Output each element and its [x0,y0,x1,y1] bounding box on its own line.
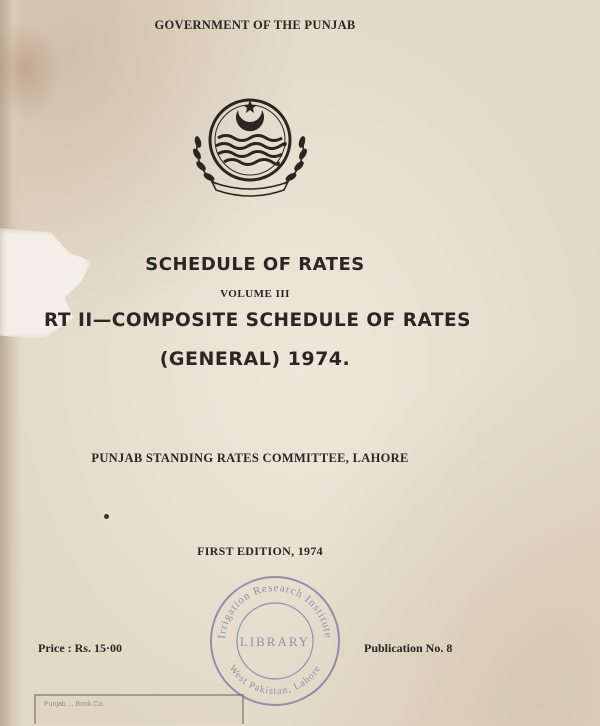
stamp-center-text: LIBRARY [239,634,311,649]
stamp-top-text: Irrigation Research Institute [216,581,334,640]
government-heading: GOVERNMENT OF THE PUNJAB [154,18,356,32]
stamp-bottom-text: West Pakistan, Lahore [226,663,324,698]
ink-dot [104,514,109,519]
edition-label: FIRST EDITION, 1974 [197,544,323,558]
publication-number: Publication No. 8 [364,641,453,655]
title-schedule-of-rates: SCHEDULE OF RATES [145,254,365,275]
label-text: Punjab ... Book Co. [44,701,105,708]
svg-text:Irrigation Research Institute [216,582,334,639]
paper-stain [0,20,62,120]
price-label: Price : Rs. 15·00 [38,641,122,655]
library-stamp-icon [206,572,344,710]
title-part-two: RT II—COMPOSITE SCHEDULE OF RATES [44,310,471,331]
committee-name: PUNJAB STANDING RATES COMMITTEE, LAHORE [91,451,409,465]
punjab-government-emblem-icon [186,96,314,200]
library-label-box [34,694,244,724]
svg-text:West Pakistan, Lahore [227,663,324,697]
title-general-year: (GENERAL) 1974. [159,348,351,370]
volume-label: VOLUME III [220,288,290,300]
